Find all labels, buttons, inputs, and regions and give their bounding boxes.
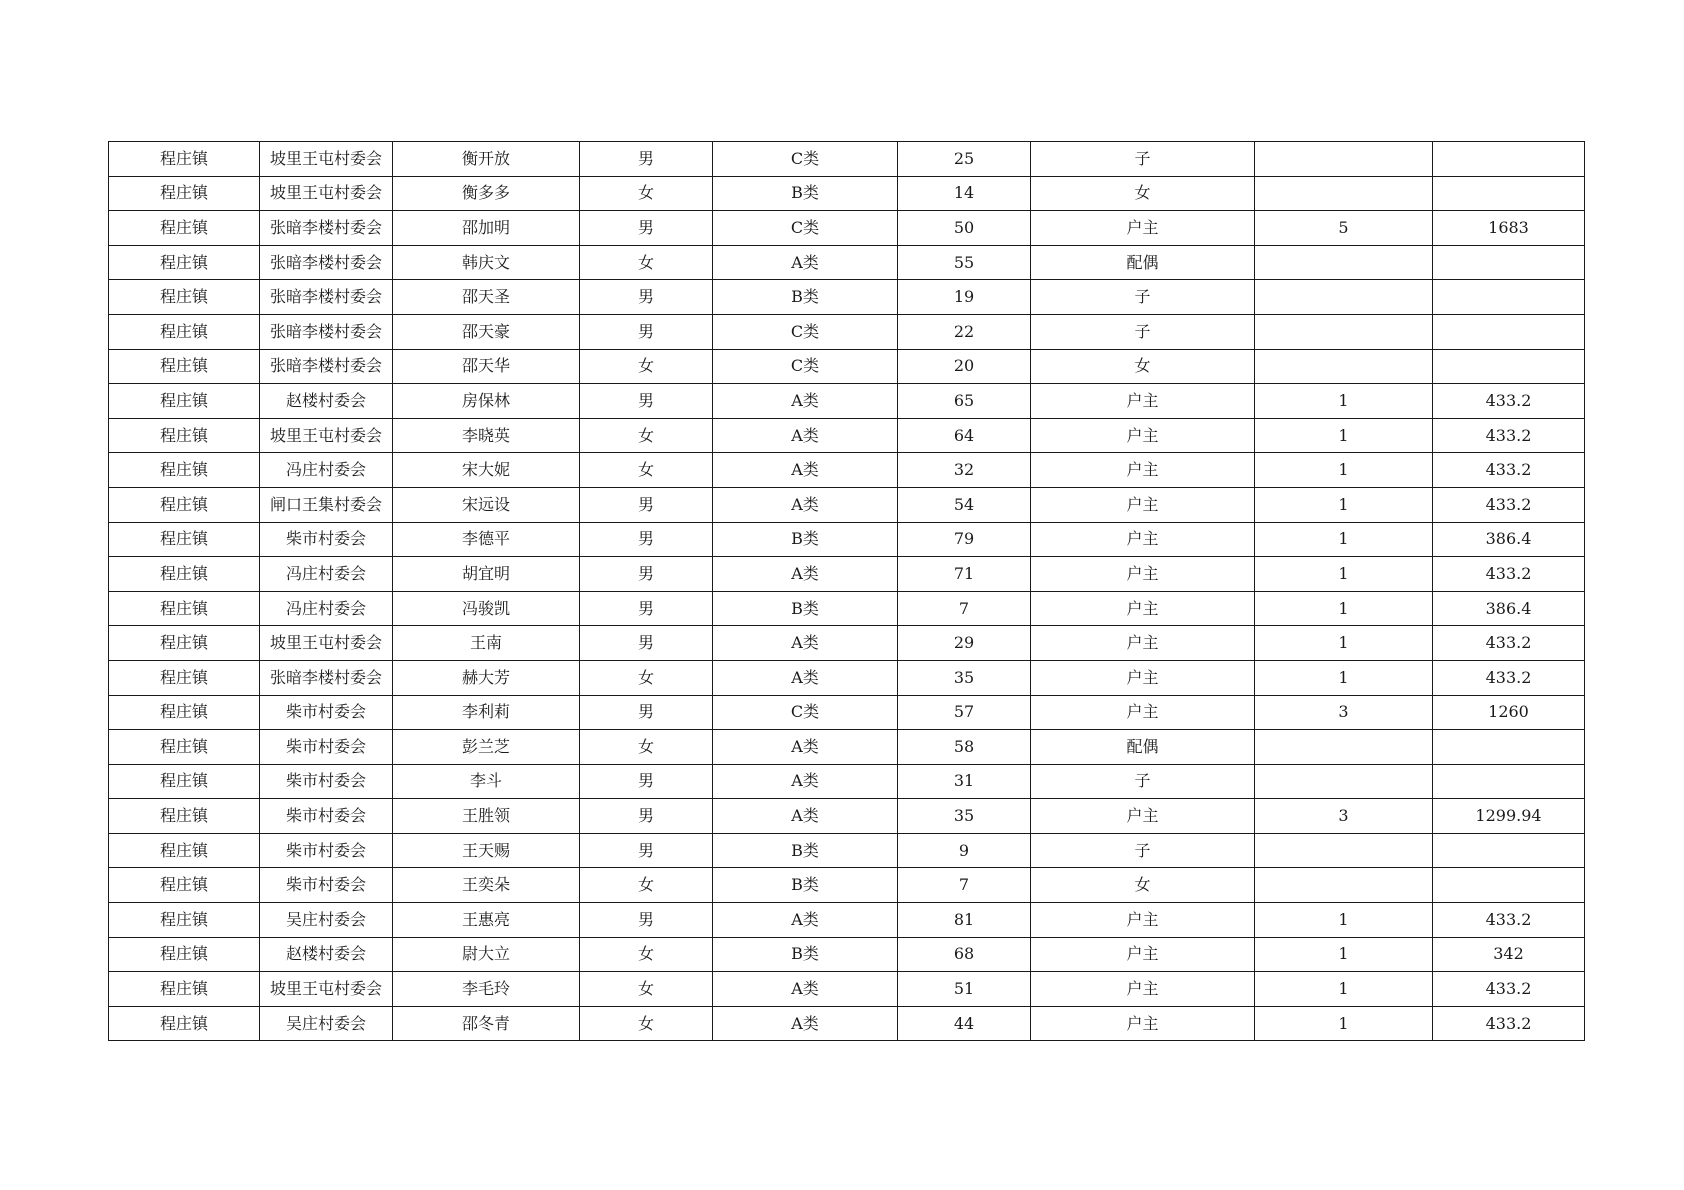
name-cell: 衡开放 (393, 142, 580, 177)
gender-cell: 男 (580, 280, 713, 315)
age-cell: 14 (898, 176, 1031, 211)
village-cell: 赵楼村委会 (260, 937, 393, 972)
gender-cell: 女 (580, 453, 713, 488)
relation-cell: 户主 (1031, 211, 1255, 246)
town-cell: 程庄镇 (109, 730, 260, 765)
village-cell: 张暗李楼村委会 (260, 314, 393, 349)
age-cell: 54 (898, 487, 1031, 522)
town-cell: 程庄镇 (109, 591, 260, 626)
relation-cell: 女 (1031, 868, 1255, 903)
relation-cell: 户主 (1031, 453, 1255, 488)
category-cell: C类 (713, 142, 898, 177)
village-cell: 柴市村委会 (260, 799, 393, 834)
amount-cell (1433, 349, 1585, 384)
category-cell: B类 (713, 833, 898, 868)
name-cell: 韩庆文 (393, 245, 580, 280)
age-cell: 58 (898, 730, 1031, 765)
category-cell: C类 (713, 211, 898, 246)
village-cell: 坡里王屯村委会 (260, 418, 393, 453)
household-size-cell (1255, 349, 1433, 384)
table-row (109, 695, 1585, 730)
village-cell: 坡里王屯村委会 (260, 176, 393, 211)
town-cell: 程庄镇 (109, 453, 260, 488)
amount-cell: 342 (1433, 937, 1585, 972)
household-size-cell: 5 (1255, 211, 1433, 246)
amount-cell (1433, 176, 1585, 211)
household-size-cell (1255, 176, 1433, 211)
household-size-cell: 1 (1255, 487, 1433, 522)
village-cell: 冯庄村委会 (260, 557, 393, 592)
village-cell: 冯庄村委会 (260, 591, 393, 626)
amount-cell: 433.2 (1433, 903, 1585, 938)
relation-cell: 户主 (1031, 384, 1255, 419)
village-cell: 张暗李楼村委会 (260, 660, 393, 695)
age-cell: 55 (898, 245, 1031, 280)
village-cell: 吴庄村委会 (260, 1006, 393, 1041)
table-row (109, 487, 1585, 522)
relation-cell: 户主 (1031, 557, 1255, 592)
table-row (109, 937, 1585, 972)
gender-cell: 男 (580, 833, 713, 868)
age-cell: 7 (898, 591, 1031, 626)
town-cell: 程庄镇 (109, 764, 260, 799)
data-table (108, 141, 1585, 1041)
household-size-cell (1255, 245, 1433, 280)
household-size-cell: 1 (1255, 591, 1433, 626)
age-cell: 29 (898, 626, 1031, 661)
age-cell: 22 (898, 314, 1031, 349)
amount-cell: 386.4 (1433, 522, 1585, 557)
relation-cell: 子 (1031, 314, 1255, 349)
name-cell: 邵加明 (393, 211, 580, 246)
name-cell: 邵天华 (393, 349, 580, 384)
amount-cell: 1299.94 (1433, 799, 1585, 834)
village-cell: 赵楼村委会 (260, 384, 393, 419)
town-cell: 程庄镇 (109, 142, 260, 177)
table-row (109, 280, 1585, 315)
household-size-cell: 1 (1255, 903, 1433, 938)
category-cell: A类 (713, 1006, 898, 1041)
gender-cell: 男 (580, 142, 713, 177)
village-cell: 柴市村委会 (260, 695, 393, 730)
category-cell: A类 (713, 384, 898, 419)
table-row (109, 176, 1585, 211)
age-cell: 50 (898, 211, 1031, 246)
table-row (109, 833, 1585, 868)
name-cell: 彭兰芝 (393, 730, 580, 765)
name-cell: 房保林 (393, 384, 580, 419)
amount-cell: 433.2 (1433, 1006, 1585, 1041)
village-cell: 张暗李楼村委会 (260, 349, 393, 384)
household-size-cell: 1 (1255, 660, 1433, 695)
age-cell: 19 (898, 280, 1031, 315)
household-size-cell: 1 (1255, 937, 1433, 972)
gender-cell: 女 (580, 868, 713, 903)
table-row (109, 142, 1585, 177)
village-cell: 闸口王集村委会 (260, 487, 393, 522)
household-size-cell: 1 (1255, 557, 1433, 592)
category-cell: B类 (713, 522, 898, 557)
table-row (109, 557, 1585, 592)
village-cell: 冯庄村委会 (260, 453, 393, 488)
relation-cell: 配偶 (1031, 245, 1255, 280)
relation-cell: 户主 (1031, 937, 1255, 972)
amount-cell: 433.2 (1433, 453, 1585, 488)
household-size-cell (1255, 868, 1433, 903)
table-row (109, 418, 1585, 453)
village-cell: 坡里王屯村委会 (260, 626, 393, 661)
household-size-cell (1255, 730, 1433, 765)
category-cell: C类 (713, 349, 898, 384)
category-cell: B类 (713, 591, 898, 626)
table-row (109, 384, 1585, 419)
gender-cell: 男 (580, 626, 713, 661)
town-cell: 程庄镇 (109, 211, 260, 246)
relation-cell: 户主 (1031, 799, 1255, 834)
relation-cell: 子 (1031, 280, 1255, 315)
name-cell: 李毛玲 (393, 972, 580, 1007)
gender-cell: 男 (580, 211, 713, 246)
amount-cell (1433, 868, 1585, 903)
category-cell: A类 (713, 487, 898, 522)
gender-cell: 男 (580, 764, 713, 799)
gender-cell: 女 (580, 730, 713, 765)
amount-cell: 433.2 (1433, 418, 1585, 453)
category-cell: A类 (713, 453, 898, 488)
name-cell: 王天赐 (393, 833, 580, 868)
table-row (109, 349, 1585, 384)
relation-cell: 子 (1031, 833, 1255, 868)
amount-cell: 433.2 (1433, 660, 1585, 695)
amount-cell (1433, 730, 1585, 765)
relation-cell: 户主 (1031, 1006, 1255, 1041)
age-cell: 64 (898, 418, 1031, 453)
table-row (109, 591, 1585, 626)
household-size-cell (1255, 833, 1433, 868)
amount-cell: 433.2 (1433, 557, 1585, 592)
town-cell: 程庄镇 (109, 314, 260, 349)
relation-cell: 户主 (1031, 591, 1255, 626)
gender-cell: 男 (580, 591, 713, 626)
town-cell: 程庄镇 (109, 245, 260, 280)
amount-cell: 433.2 (1433, 384, 1585, 419)
name-cell: 李晓英 (393, 418, 580, 453)
age-cell: 65 (898, 384, 1031, 419)
household-size-cell: 1 (1255, 384, 1433, 419)
village-cell: 柴市村委会 (260, 868, 393, 903)
relation-cell: 女 (1031, 349, 1255, 384)
category-cell: B类 (713, 937, 898, 972)
category-cell: A类 (713, 245, 898, 280)
category-cell: A类 (713, 799, 898, 834)
household-size-cell: 1 (1255, 972, 1433, 1007)
relation-cell: 配偶 (1031, 730, 1255, 765)
gender-cell: 女 (580, 176, 713, 211)
table-row (109, 903, 1585, 938)
table-row (109, 522, 1585, 557)
relation-cell: 户主 (1031, 660, 1255, 695)
category-cell: B类 (713, 868, 898, 903)
town-cell: 程庄镇 (109, 833, 260, 868)
age-cell: 7 (898, 868, 1031, 903)
household-size-cell (1255, 314, 1433, 349)
age-cell: 9 (898, 833, 1031, 868)
table-body (109, 142, 1585, 1041)
gender-cell: 男 (580, 903, 713, 938)
table-row (109, 211, 1585, 246)
table-row (109, 245, 1585, 280)
amount-cell: 1683 (1433, 211, 1585, 246)
gender-cell: 女 (580, 245, 713, 280)
amount-cell: 433.2 (1433, 487, 1585, 522)
gender-cell: 男 (580, 314, 713, 349)
table-row (109, 453, 1585, 488)
amount-cell (1433, 314, 1585, 349)
name-cell: 李斗 (393, 764, 580, 799)
town-cell: 程庄镇 (109, 799, 260, 834)
age-cell: 71 (898, 557, 1031, 592)
category-cell: A类 (713, 626, 898, 661)
town-cell: 程庄镇 (109, 903, 260, 938)
table-row (109, 868, 1585, 903)
category-cell: B类 (713, 280, 898, 315)
town-cell: 程庄镇 (109, 626, 260, 661)
relation-cell: 子 (1031, 764, 1255, 799)
gender-cell: 男 (580, 487, 713, 522)
age-cell: 25 (898, 142, 1031, 177)
household-size-cell: 1 (1255, 453, 1433, 488)
village-cell: 柴市村委会 (260, 764, 393, 799)
amount-cell (1433, 142, 1585, 177)
amount-cell (1433, 833, 1585, 868)
name-cell: 李利莉 (393, 695, 580, 730)
town-cell: 程庄镇 (109, 557, 260, 592)
amount-cell (1433, 280, 1585, 315)
amount-cell: 386.4 (1433, 591, 1585, 626)
table-row (109, 799, 1585, 834)
category-cell: A类 (713, 418, 898, 453)
village-cell: 张暗李楼村委会 (260, 245, 393, 280)
name-cell: 赫大芳 (393, 660, 580, 695)
gender-cell: 女 (580, 349, 713, 384)
category-cell: A类 (713, 660, 898, 695)
town-cell: 程庄镇 (109, 176, 260, 211)
village-cell: 柴市村委会 (260, 522, 393, 557)
village-cell: 柴市村委会 (260, 833, 393, 868)
name-cell: 王奕朵 (393, 868, 580, 903)
name-cell: 衡多多 (393, 176, 580, 211)
town-cell: 程庄镇 (109, 868, 260, 903)
relation-cell: 户主 (1031, 626, 1255, 661)
village-cell: 吴庄村委会 (260, 903, 393, 938)
name-cell: 尉大立 (393, 937, 580, 972)
village-cell: 张暗李楼村委会 (260, 211, 393, 246)
category-cell: A类 (713, 764, 898, 799)
age-cell: 35 (898, 660, 1031, 695)
town-cell: 程庄镇 (109, 660, 260, 695)
table-row (109, 972, 1585, 1007)
name-cell: 邵天圣 (393, 280, 580, 315)
household-size-cell: 1 (1255, 418, 1433, 453)
amount-cell (1433, 245, 1585, 280)
village-cell: 张暗李楼村委会 (260, 280, 393, 315)
town-cell: 程庄镇 (109, 695, 260, 730)
category-cell: A类 (713, 730, 898, 765)
name-cell: 邵冬青 (393, 1006, 580, 1041)
gender-cell: 男 (580, 522, 713, 557)
age-cell: 57 (898, 695, 1031, 730)
age-cell: 68 (898, 937, 1031, 972)
town-cell: 程庄镇 (109, 280, 260, 315)
gender-cell: 男 (580, 557, 713, 592)
household-size-cell: 1 (1255, 626, 1433, 661)
table-row (109, 626, 1585, 661)
gender-cell: 女 (580, 418, 713, 453)
age-cell: 32 (898, 453, 1031, 488)
table-row (109, 1006, 1585, 1041)
gender-cell: 男 (580, 799, 713, 834)
gender-cell: 男 (580, 384, 713, 419)
village-cell: 坡里王屯村委会 (260, 142, 393, 177)
household-size-cell (1255, 280, 1433, 315)
age-cell: 35 (898, 799, 1031, 834)
name-cell: 宋远设 (393, 487, 580, 522)
age-cell: 44 (898, 1006, 1031, 1041)
town-cell: 程庄镇 (109, 487, 260, 522)
relation-cell: 户主 (1031, 418, 1255, 453)
amount-cell (1433, 764, 1585, 799)
category-cell: C类 (713, 314, 898, 349)
age-cell: 51 (898, 972, 1031, 1007)
amount-cell: 433.2 (1433, 972, 1585, 1007)
household-size-cell (1255, 142, 1433, 177)
relation-cell: 户主 (1031, 972, 1255, 1007)
household-size-cell: 1 (1255, 522, 1433, 557)
town-cell: 程庄镇 (109, 418, 260, 453)
town-cell: 程庄镇 (109, 937, 260, 972)
gender-cell: 女 (580, 660, 713, 695)
town-cell: 程庄镇 (109, 384, 260, 419)
name-cell: 王惠亮 (393, 903, 580, 938)
name-cell: 王南 (393, 626, 580, 661)
gender-cell: 女 (580, 1006, 713, 1041)
table-row (109, 764, 1585, 799)
gender-cell: 女 (580, 937, 713, 972)
amount-cell: 1260 (1433, 695, 1585, 730)
name-cell: 李德平 (393, 522, 580, 557)
relation-cell: 子 (1031, 142, 1255, 177)
age-cell: 20 (898, 349, 1031, 384)
relation-cell: 女 (1031, 176, 1255, 211)
town-cell: 程庄镇 (109, 972, 260, 1007)
village-cell: 柴市村委会 (260, 730, 393, 765)
name-cell: 宋大妮 (393, 453, 580, 488)
relation-cell: 户主 (1031, 903, 1255, 938)
table-row (109, 314, 1585, 349)
name-cell: 邵天豪 (393, 314, 580, 349)
town-cell: 程庄镇 (109, 349, 260, 384)
age-cell: 79 (898, 522, 1031, 557)
category-cell: A类 (713, 903, 898, 938)
relation-cell: 户主 (1031, 695, 1255, 730)
village-cell: 坡里王屯村委会 (260, 972, 393, 1007)
age-cell: 81 (898, 903, 1031, 938)
table-row (109, 730, 1585, 765)
gender-cell: 男 (580, 695, 713, 730)
category-cell: C类 (713, 695, 898, 730)
category-cell: A类 (713, 557, 898, 592)
name-cell: 冯骏凯 (393, 591, 580, 626)
household-size-cell: 1 (1255, 1006, 1433, 1041)
household-size-cell: 3 (1255, 799, 1433, 834)
town-cell: 程庄镇 (109, 522, 260, 557)
gender-cell: 女 (580, 972, 713, 1007)
name-cell: 王胜领 (393, 799, 580, 834)
table-row (109, 660, 1585, 695)
relation-cell: 户主 (1031, 522, 1255, 557)
category-cell: A类 (713, 972, 898, 1007)
amount-cell: 433.2 (1433, 626, 1585, 661)
household-size-cell: 3 (1255, 695, 1433, 730)
name-cell: 胡宜明 (393, 557, 580, 592)
relation-cell: 户主 (1031, 487, 1255, 522)
age-cell: 31 (898, 764, 1031, 799)
household-size-cell (1255, 764, 1433, 799)
category-cell: B类 (713, 176, 898, 211)
town-cell: 程庄镇 (109, 1006, 260, 1041)
